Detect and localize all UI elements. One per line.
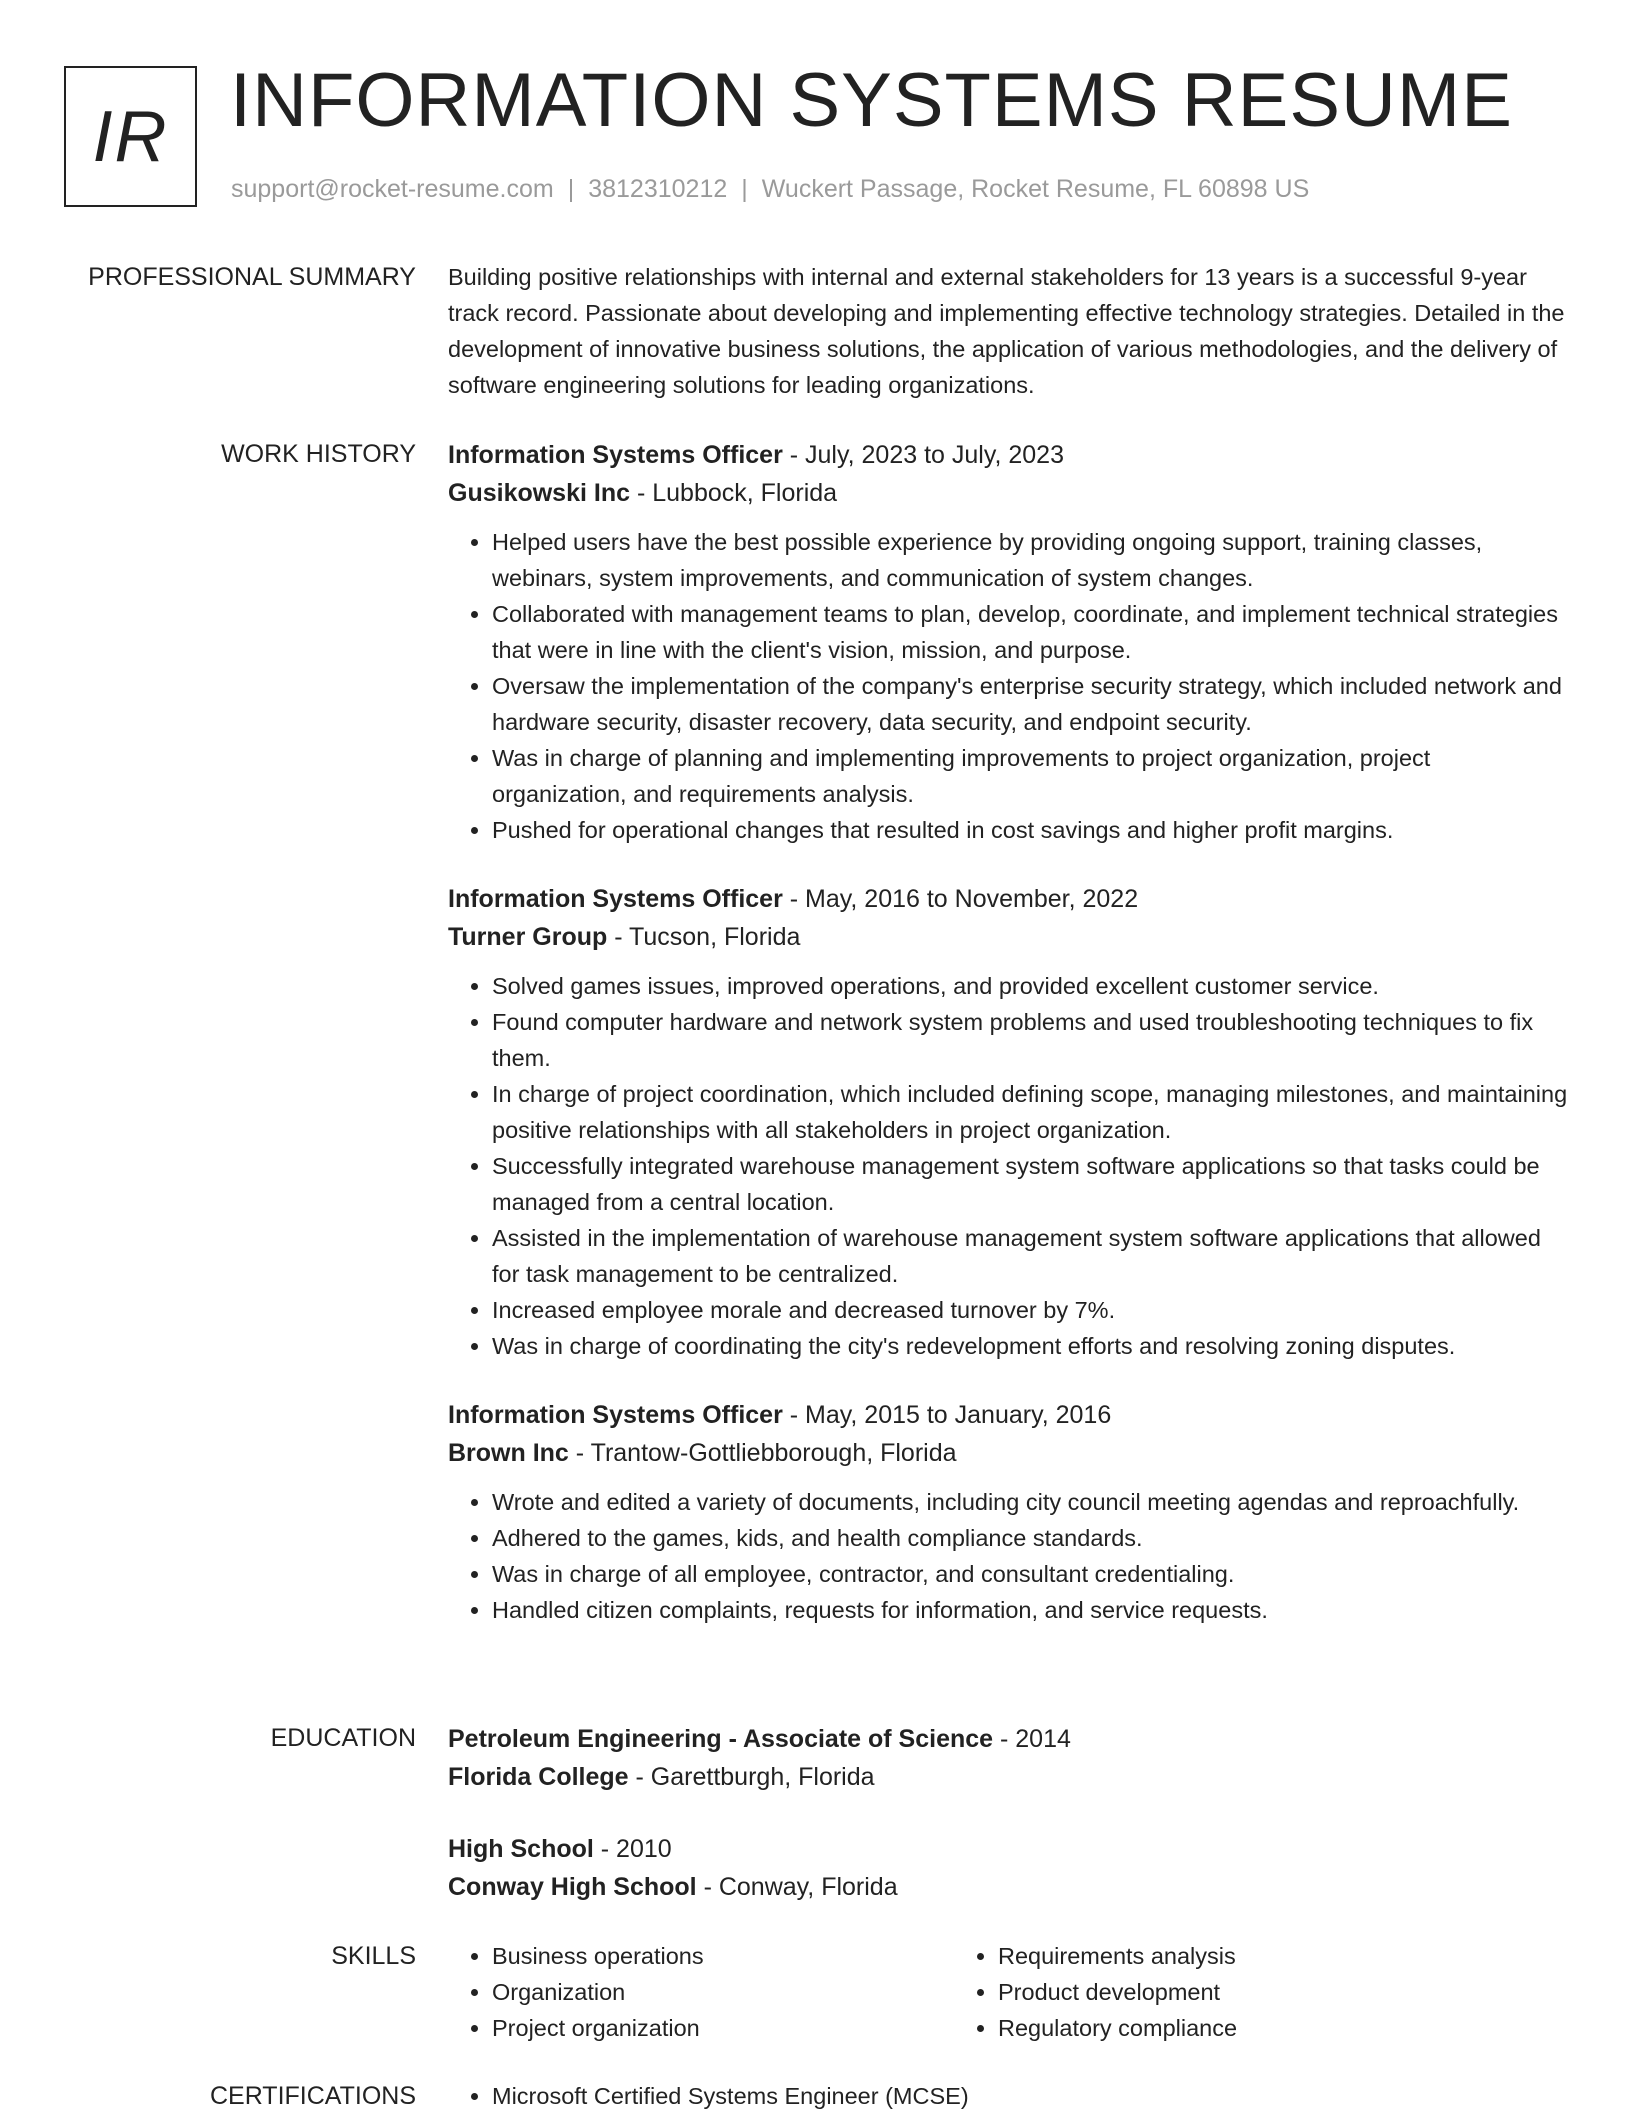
job-title-line bbox=[448, 436, 1568, 474]
list-item: • Found computer hardware and network system problems and used troubleshooting techniques to fix them. bbox=[492, 1004, 1568, 1076]
job-location: - Lubbock, Florida bbox=[630, 479, 838, 507]
certifications-list bbox=[448, 2078, 1568, 2114]
job-dates: - July, 2023 to July, 2023 bbox=[782, 441, 1064, 469]
work-history-heading: WORK HISTORY bbox=[221, 440, 416, 468]
job-location: - Trantow-Gottliebborough, Florida bbox=[568, 1439, 957, 1467]
list-item: • Was in charge of coordinating the city's redevelopment efforts and resolving zoning disputes. bbox=[492, 1328, 1568, 1364]
job-company-line bbox=[448, 1434, 1568, 1472]
job-company: Gusikowski Inc bbox=[448, 479, 631, 507]
job-bullets bbox=[448, 1484, 1568, 1628]
skills-grid bbox=[448, 1938, 1568, 2046]
education-entry bbox=[448, 1720, 1568, 1796]
job-company: Brown Inc bbox=[448, 1439, 569, 1467]
list-item: • Helped users have the best possible experience by providing ongoing support, training classes, webinars, system improvements, and communication of system changes. bbox=[492, 524, 1568, 596]
list-item: • Adhered to the games, kids, and health compliance standards. bbox=[492, 1520, 1568, 1556]
skill-item: • Regulatory compliance bbox=[998, 2010, 1460, 2046]
education-entry bbox=[448, 1830, 1568, 1906]
job-title: Information Systems Officer bbox=[448, 441, 783, 469]
list-item: • Increased employee morale and decreased turnover by 7%. bbox=[492, 1292, 1568, 1328]
contact-separator: | bbox=[741, 175, 748, 203]
skill-item: • Requirements analysis bbox=[998, 1938, 1460, 1974]
summary-text: Building positive relationships with internal and external stakeholders for 13 years is a successful 9-year track record. Passionate about developing and implementing effective technology strategies. Detailed in the development of innovative business solutions, the application of various methodologies, and the delivery of software engineering solutions for leading organizations. bbox=[448, 264, 1565, 398]
job-location: - Tucson, Florida bbox=[607, 923, 801, 951]
school-location: - Garettburgh, Florida bbox=[628, 1763, 875, 1791]
certification-item: • Microsoft Certified Systems Engineer (MCSE) bbox=[492, 2078, 1568, 2114]
job-title-line bbox=[448, 880, 1568, 918]
skills-heading: SKILLS bbox=[331, 1942, 416, 1970]
contact-separator: | bbox=[567, 175, 575, 203]
skill-item: • Product development bbox=[998, 1974, 1460, 2010]
degree-line bbox=[448, 1720, 1568, 1758]
school-name: Florida College bbox=[448, 1763, 629, 1791]
list-item: • Solved games issues, improved operations, and provided excellent customer service. bbox=[492, 968, 1568, 1004]
job-dates: - May, 2015 to January, 2016 bbox=[782, 1401, 1112, 1429]
job-entry bbox=[448, 1396, 1568, 1628]
degree-year: - 2010 bbox=[593, 1835, 672, 1863]
skill-item: • Business operations bbox=[492, 1938, 954, 1974]
job-company-line bbox=[448, 918, 1568, 956]
degree-year: - 2014 bbox=[993, 1725, 1071, 1753]
education-heading: EDUCATION bbox=[270, 1724, 416, 1752]
list-item: • Was in charge of all employee, contractor, and consultant credentialing. bbox=[492, 1556, 1568, 1592]
degree-name: Petroleum Engineering - Associate of Science bbox=[448, 1725, 994, 1753]
job-title: Information Systems Officer bbox=[448, 1401, 783, 1429]
job-bullets bbox=[448, 524, 1568, 848]
certifications-heading: CERTIFICATIONS bbox=[209, 2082, 416, 2110]
skill-item: • Project organization bbox=[492, 2010, 954, 2046]
list-item: • Successfully integrated warehouse management system software applications so that tasks could be managed from a central location. bbox=[492, 1148, 1568, 1220]
list-item: • In charge of project coordination, which included defining scope, managing milestones, and maintaining positive relationships with all stakeholders in project organization. bbox=[492, 1076, 1568, 1148]
list-item: • Assisted in the implementation of warehouse management system software applications that allowed for task management to be centralized. bbox=[492, 1220, 1568, 1292]
job-company: Turner Group bbox=[448, 923, 608, 951]
list-item: • Handled citizen complaints, requests for information, and service requests. bbox=[492, 1592, 1568, 1628]
contact-phone: 3812310212 bbox=[588, 175, 728, 203]
job-bullets bbox=[448, 968, 1568, 1364]
list-item: • Pushed for operational changes that resulted in cost savings and higher profit margins. bbox=[492, 812, 1568, 848]
list-item: • Wrote and edited a variety of documents, including city council meeting agendas and reproachfully. bbox=[492, 1484, 1568, 1520]
job-dates: - May, 2016 to November, 2022 bbox=[782, 885, 1139, 913]
contact-line bbox=[231, 175, 1309, 204]
summary-heading: PROFESSIONAL SUMMARY bbox=[88, 263, 416, 291]
page-title: INFORMATION SYSTEMS RESUME bbox=[230, 58, 1513, 143]
job-title-line bbox=[448, 1396, 1568, 1434]
list-item: • Oversaw the implementation of the company's enterprise security strategy, which included network and hardware security, disaster recovery, data security, and endpoint security. bbox=[492, 668, 1568, 740]
school-line bbox=[448, 1758, 1568, 1796]
degree-name: High School bbox=[448, 1835, 594, 1863]
job-entry bbox=[448, 880, 1568, 1364]
list-item: • Collaborated with management teams to plan, develop, coordinate, and implement technical strategies that were in line with the client's vision, mission, and purpose. bbox=[492, 596, 1568, 668]
job-title: Information Systems Officer bbox=[448, 885, 783, 913]
contact-email: support@rocket-resume.com bbox=[231, 175, 554, 203]
monogram-logo: IR bbox=[64, 66, 197, 207]
skill-item: • Organization bbox=[492, 1974, 954, 2010]
job-company-line bbox=[448, 474, 1568, 512]
skills-column-right bbox=[954, 1938, 1460, 2046]
skills-column-left bbox=[448, 1938, 954, 2046]
list-item: • Was in charge of planning and implementing improvements to project organization, project organization, and requirements analysis. bbox=[492, 740, 1568, 812]
school-name: Conway High School bbox=[448, 1873, 697, 1901]
contact-address: Wuckert Passage, Rocket Resume, FL 60898 US bbox=[761, 175, 1310, 203]
school-line bbox=[448, 1868, 1568, 1906]
school-location: - Conway, Florida bbox=[696, 1873, 898, 1901]
job-entry bbox=[448, 436, 1568, 848]
degree-line bbox=[448, 1830, 1568, 1868]
